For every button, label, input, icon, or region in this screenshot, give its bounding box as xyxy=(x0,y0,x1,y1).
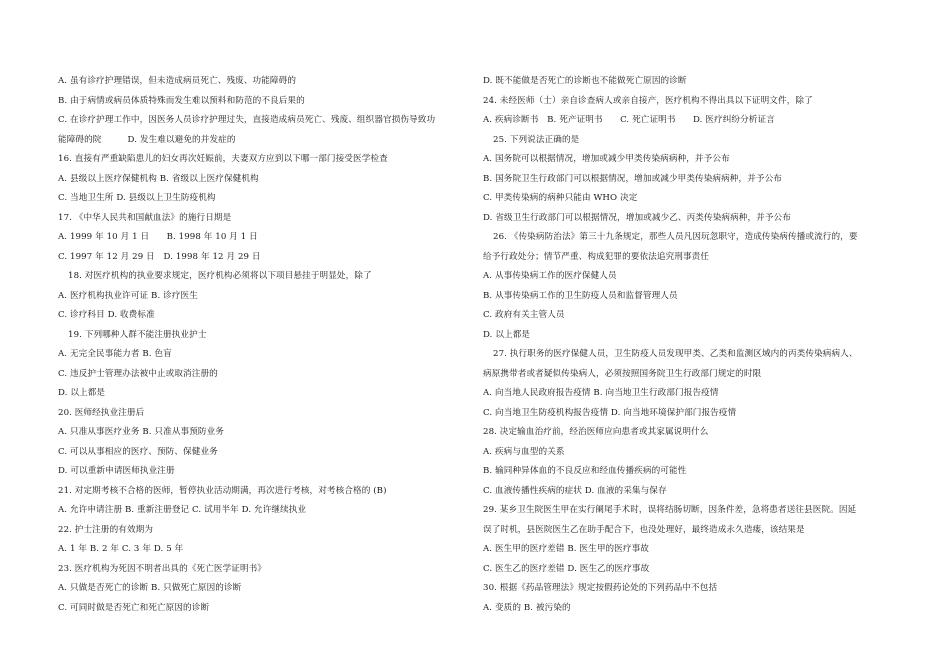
text-line: A. 医生甲的医疗差错 B. 医生甲的医疗事故 xyxy=(483,544,649,554)
text-line: D. 以上都是 xyxy=(483,329,531,340)
text-line: C. 向当地卫生防疫机构报告疫情 D. 向当地环境保护部门报告疫情 xyxy=(483,407,737,418)
text-line: A. 国务院可以根据情况，增加或减少甲类传染病病种，并予公布 xyxy=(483,154,730,164)
text-line: 27. 执行职务的医疗保健人员，卫生防疫人员发现甲类、乙类和监测区域内的丙类传染病病人、 xyxy=(493,349,858,359)
text-line: A. 从事传染病工作的医疗保健人员 xyxy=(483,271,617,281)
text-line: A. 允许申请注册 B. 重新注册登记 C. 试用半年 D. 允许继续执业 xyxy=(58,505,307,515)
text-line: A. 疾病诊断书 B. 死产证明书 C. 死亡证明书 D. 医疗纠纷分析证言 xyxy=(483,115,775,125)
text-line: A. 1 年 B. 2 年 C. 3 年 D. 5 年 xyxy=(58,544,184,554)
text-line: A. 县级以上医疗保健机构 B. 省级以上医疗保健机构 xyxy=(58,173,259,184)
text-line: C. 当地卫生所 D. 县级以上卫生防疫机构 xyxy=(58,193,216,203)
text-line: A. 疾病与血型的关系 xyxy=(483,446,565,457)
text-line: 25. 下列说法正确的是 xyxy=(493,134,580,145)
text-line: C. 政府有关主管人员 xyxy=(483,310,565,320)
text-line: 21. 对定期考核不合格的医师，暂停执业活动期满，再次进行考核，对考核合格的 (B) xyxy=(58,485,387,496)
text-line: 19. 下列哪种人群不能注册执业护士 xyxy=(68,329,207,340)
text-line: C. 可以从事相应的医疗、预防、保健业务 xyxy=(58,446,218,457)
text-line: A. 向当地人民政府报告疫情 B. 向当地卫生行政部门报告疫情 xyxy=(483,388,719,398)
text-line: 20. 医师经执业注册后 xyxy=(58,407,145,418)
text-line: B. 国务院卫生行政部门可以根据情况，增加或减少甲类传染病病种，并予公布 xyxy=(483,173,782,184)
text-line: D. 省级卫生行政部门可以根据情况，增加或减少乙、丙类传染病病种，并予公布 xyxy=(483,212,791,223)
text-line: D. 既不能做是否死亡的诊断也不能做死亡原因的诊断 xyxy=(483,76,687,86)
text-line: 17. 《中华人民共和国献血法》的施行日期是 xyxy=(58,212,232,223)
text-line: 26. 《传染病防治法》第三十九条规定，那些人员凡因玩忽职守，造成传染病传播或流行的，要 xyxy=(493,232,858,242)
text-line: D. 以上都是 xyxy=(58,388,106,398)
text-line: 能障碍的院 D. 发生难以避免的并发症的 xyxy=(58,134,236,145)
right-column xyxy=(483,72,913,618)
left-column xyxy=(58,72,488,618)
text-line: A. 变质的 B. 被污染的 xyxy=(483,602,571,613)
text-line: A. 无完全民事能力者 B. 色盲 xyxy=(58,349,172,359)
text-line: A. 只做是否死亡的诊断 B. 只做死亡原因的诊断 xyxy=(58,583,242,593)
text-line: 29. 某乡卫生院医生甲在实行阑尾手术时，误将结肠切断，因条件差，急将患者送往县医院。因延 xyxy=(483,505,857,515)
text-line: 给予行政处分；情节严重、构成犯罪的要依法追究刑事责任 xyxy=(483,251,710,262)
text-line: C. 医生乙的医疗差错 D. 医生乙的医疗事故 xyxy=(483,563,650,574)
text-line: B. 从事传染病工作的卫生防疫人员和监督管理人员 xyxy=(483,290,678,301)
text-line: 23. 医疗机构为死因不明者出具的《死亡医学证明书》 xyxy=(58,563,267,574)
text-line: C. 违反护士管理办法被中止或取消注册的 xyxy=(58,368,218,379)
text-line: C. 在诊疗护理工作中，因医务人员诊疗护理过失，直接造成病员死亡、残废、组织器官损伤导致功 xyxy=(58,115,436,125)
text-line: D. 可以重新申请医师执业注册 xyxy=(58,466,175,476)
text-line: C. 甲类传染病的病种只能由 WHO 决定 xyxy=(483,193,638,203)
text-line: 30. 根据《药品管理法》规定按假药论处的下列药品中不包括 xyxy=(483,583,718,593)
text-line: A. 1999 年 10 月 1 日 B. 1998 年 10 月 1 日 xyxy=(58,232,258,242)
text-line: B. 输同种异体血的不良反应和经血传播疾病的可能性 xyxy=(483,466,687,476)
text-line: C. 可同时做是否死亡和死亡原因的诊断 xyxy=(58,602,210,613)
text-line: 22. 护士注册的有效期为 xyxy=(58,524,154,535)
text-line: 24. 未经医师（士）亲自诊查病人或亲自接产，医疗机构不得出具以下证明文件，除了 xyxy=(483,95,813,106)
text-line: A. 虽有诊疗护理错误，但未造成病员死亡、残废、功能障碍的 xyxy=(58,76,297,86)
text-line: 18. 对医疗机构的执业要求规定，医疗机构必须将以下项目悬挂于明显处，除了 xyxy=(68,271,372,281)
text-line: 病原携带者或者疑似传染病人，必须按照国务院卫生行政部门规定的时限 xyxy=(483,368,762,379)
text-line: C. 血液传播性疾病的症状 D. 血液的采集与保存 xyxy=(483,485,667,496)
text-line: 16. 直接有严重缺陷患儿的妇女再次妊娠前，夫妻双方应到以下哪一部门接受医学检查 xyxy=(58,154,388,164)
text-line: 28. 决定输血治疗前，经治医师应向患者或其家属说明什么 xyxy=(483,427,709,437)
text-line: C. 1997 年 12 月 29 日 D. 1998 年 12 月 29 日 xyxy=(58,251,261,262)
text-line: B. 由于病情或病员体质特殊而发生难以预料和防范的不良后果的 xyxy=(58,95,305,106)
text-line: A. 只准从事医疗业务 B. 只准从事预防业务 xyxy=(58,427,224,437)
text-line: 误了时机，县医院医生乙在助手配合下，也没处理好，最终造成永久造瘘，该结果是 xyxy=(483,524,805,535)
text-line: C. 诊疗科目 D. 收费标准 xyxy=(58,310,155,320)
text-line: A. 医疗机构执业许可证 B. 诊疗医生 xyxy=(58,290,198,301)
